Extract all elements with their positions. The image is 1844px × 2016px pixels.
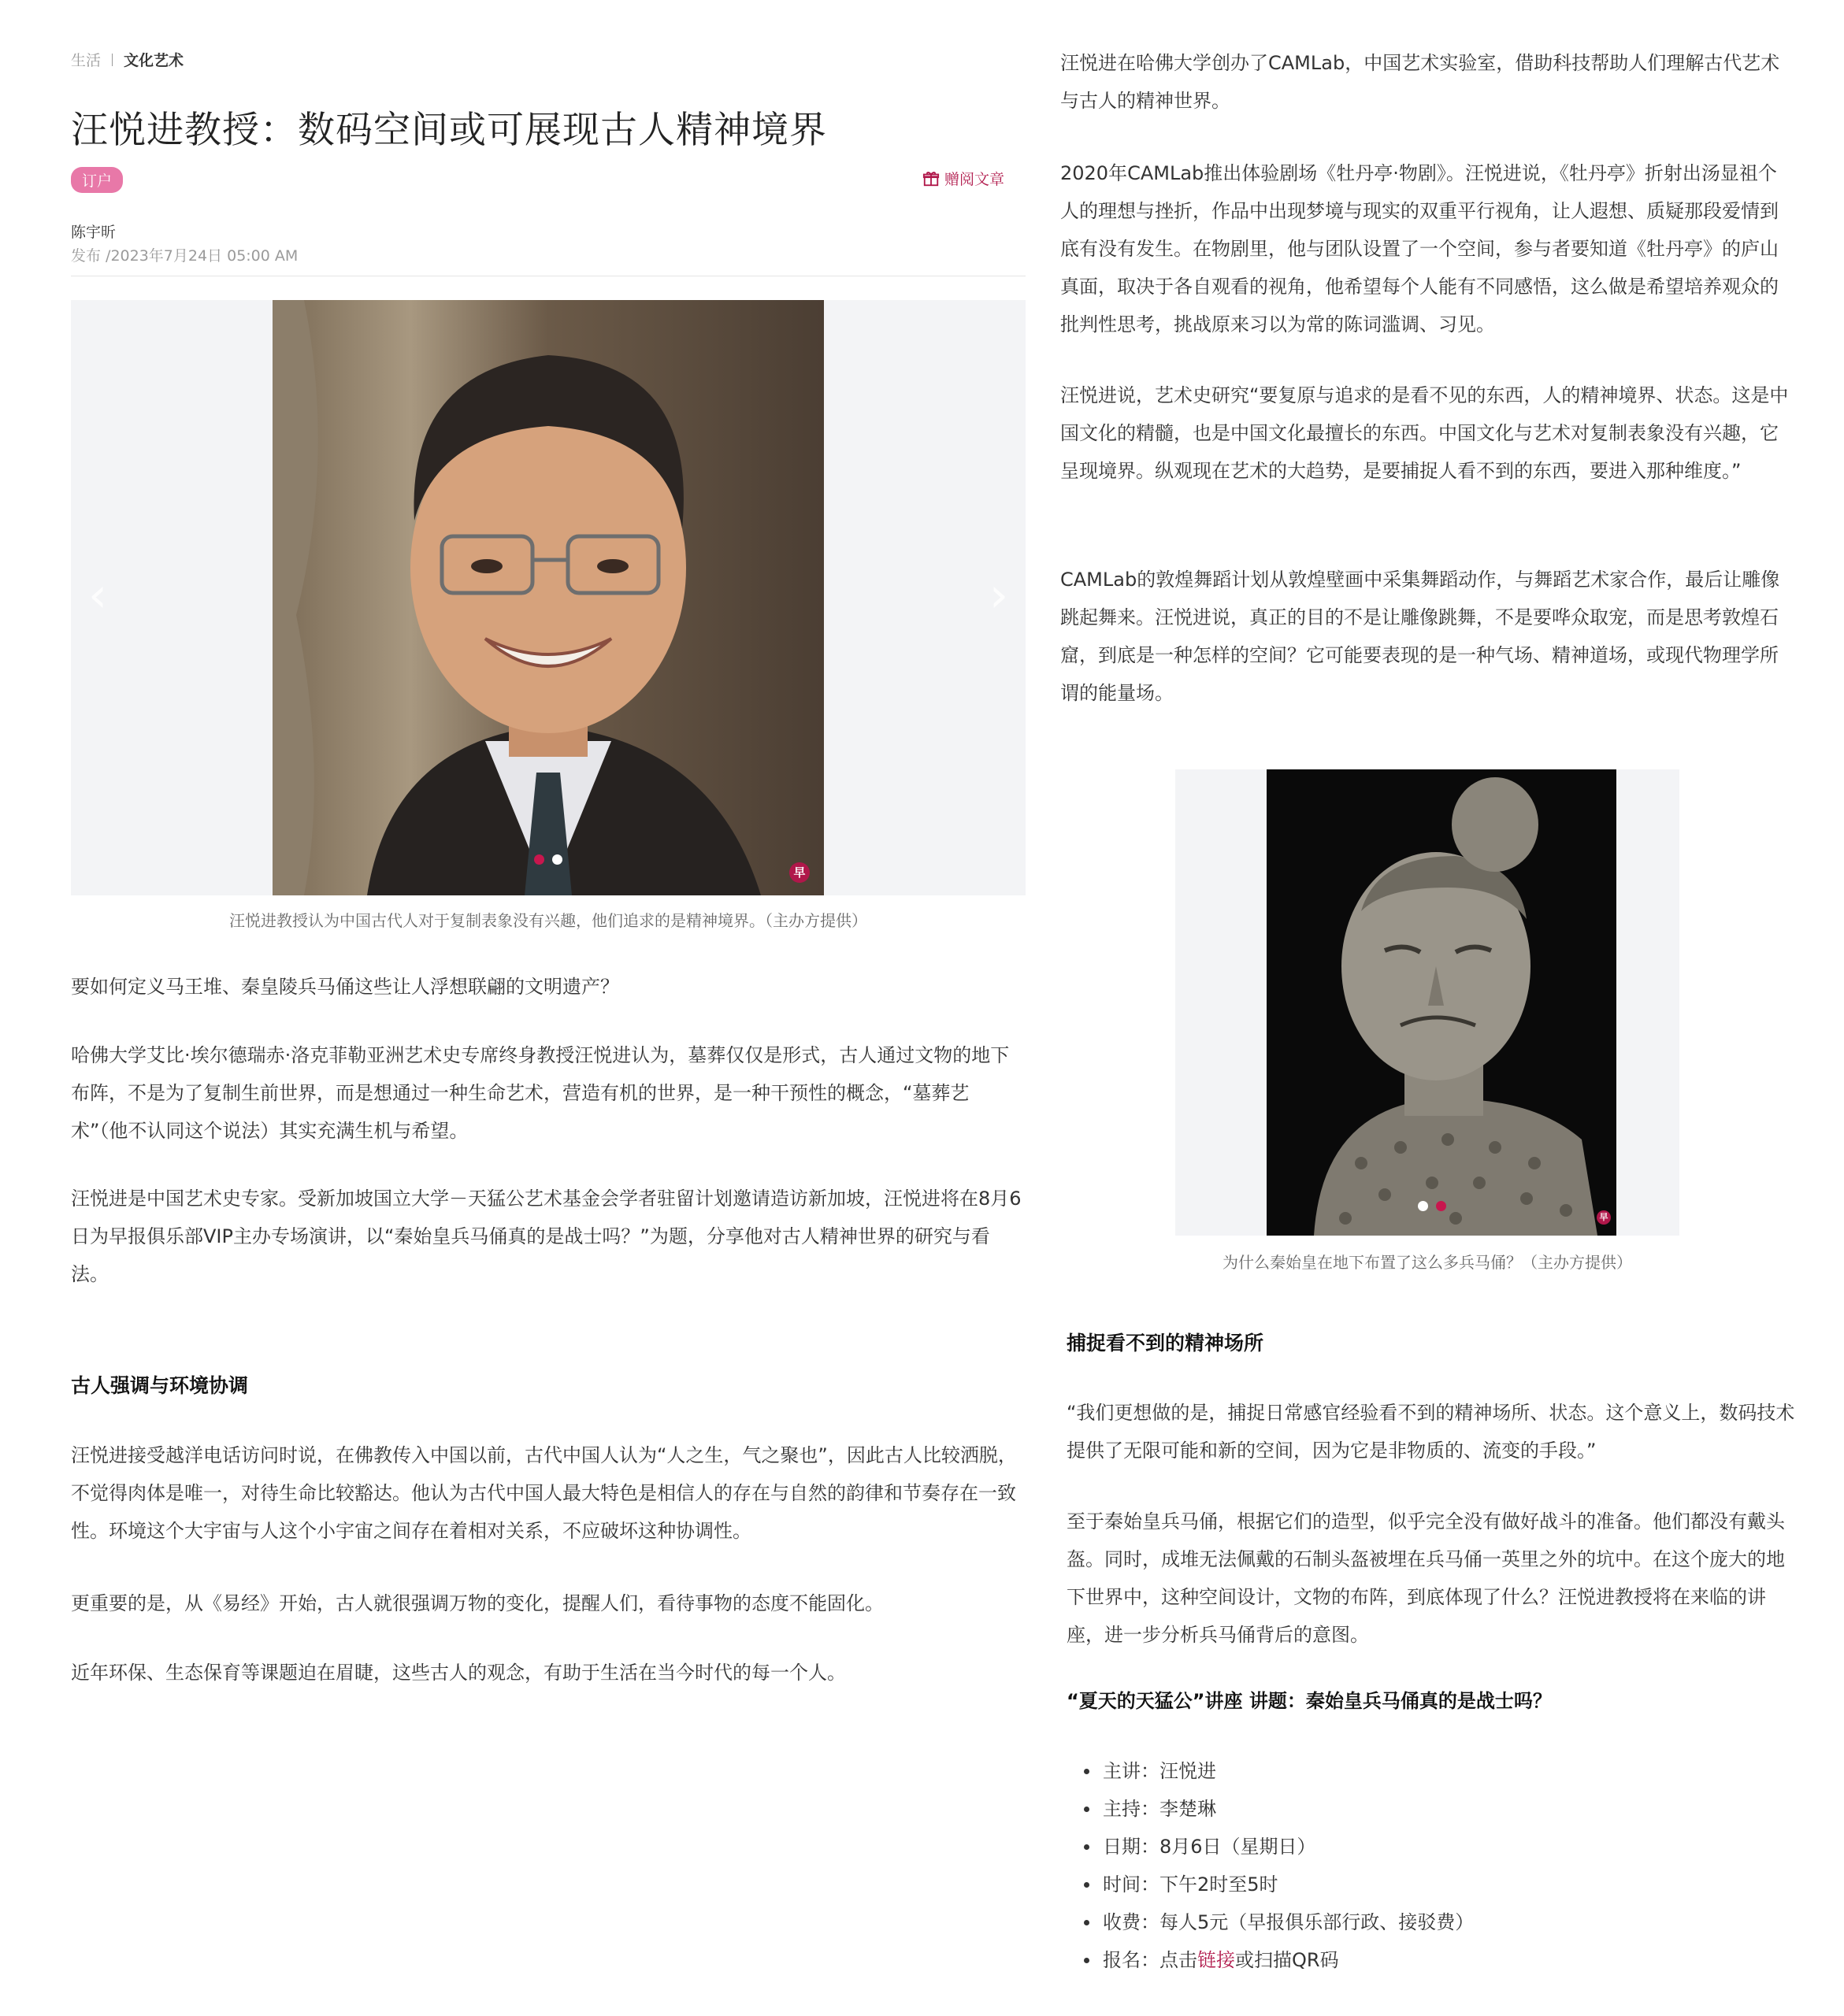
event-title: “夏天的天猛公”讲座 讲题：秦始皇兵马俑真的是战士吗？ xyxy=(1067,1690,1552,1712)
breadcrumb-separator xyxy=(112,54,113,66)
section-heading: 捕捉看不到的精神场所 xyxy=(1067,1332,1264,1354)
image-carousel-main[interactable] xyxy=(71,300,1026,895)
paragraph: 近年环保、生态保育等课题迫在眉睫，这些古人的观念，有助于生活在当今时代的每一个人。 xyxy=(71,1662,846,1684)
section-heading: 古人强调与环境协调 xyxy=(71,1374,249,1397)
breadcrumb-current[interactable]: 文化艺术 xyxy=(124,52,184,69)
paragraph: CAMLab的敦煌舞蹈计划从敦煌壁画中采集舞蹈动作，与舞蹈艺术家合作，最后让雕像跳起舞来。汪悦进说，真正的目的不是让雕像跳舞，不是要哗众取宠，而是思考敦煌石窟，到底是一种怎样的空间？它可能要表现的是一种气场、精神道场，或现代物理学所谓的能量场。 xyxy=(1060,569,1780,704)
subscriber-badge: 订户 xyxy=(71,167,123,193)
publish-date: 发布 /2023年7月24日 05:00 AM xyxy=(71,247,299,265)
author-name[interactable]: 陈宇昕 xyxy=(71,224,117,241)
breadcrumb-parent[interactable]: 生活 xyxy=(71,52,102,69)
carousel-dot[interactable] xyxy=(1436,1201,1446,1211)
carousel-dot[interactable] xyxy=(534,854,544,865)
article-title: 汪悦进教授：数码空间或可展现古人精神境界 xyxy=(71,109,827,152)
gift-article-label: 赠阅文章 xyxy=(944,171,1004,188)
paragraph: 要如何定义马王堆、秦皇陵兵马俑这些让人浮想联翩的文明遗产？ xyxy=(71,976,619,998)
portrait-photo xyxy=(273,300,824,895)
list-item: 时间：下午2时至5时 xyxy=(1084,1866,1474,1903)
list-item: 收费：每人5元（早报俱乐部行政、接驳费） xyxy=(1084,1903,1474,1941)
register-suffix: 或扫描QR码 xyxy=(1235,1949,1339,1971)
gift-icon xyxy=(922,170,940,187)
paragraph: 汪悦进接受越洋电话访问时说，在佛教传入中国以前，古代中国人认为“人之生，气之聚也”，因此古人比较洒脱，不觉得肉体是唯一，对待生命比较豁达。他认为古代中国人最大特色是相信人的存在与自然的韵律和节奏存在一致性。环境这个大宇宙与人这个小宇宙之间存在着相对关系，不应破坏这种协调性。 xyxy=(71,1444,1017,1542)
paragraph: 汪悦进说，艺术史研究“要复原与追求的是看不见的东西，人的精神境界、状态。这是中国文化的精髓，也是中国文化最擅长的东西。中国文化与艺术对复制表象没有兴趣，它呈现境界。纵观现在艺术的大趋势，是要捕捉人看不到的东西，要进入那种维度。” xyxy=(1060,384,1789,482)
paragraph: 汪悦进在哈佛大学创办了CAMLab，中国艺术实验室，借助科技帮助人们理解古代艺术与古人的精神世界。 xyxy=(1060,52,1780,112)
event-info-list xyxy=(1084,1752,1474,1979)
zaobao-logo-icon: 早 xyxy=(789,862,810,883)
carousel-dot[interactable] xyxy=(1418,1201,1428,1211)
carousel-dot[interactable] xyxy=(552,854,562,865)
list-item: 日期：8月6日（星期日） xyxy=(1084,1828,1474,1866)
register-prefix: 报名：点击 xyxy=(1103,1949,1197,1971)
register-link[interactable]: 链接 xyxy=(1197,1949,1235,1971)
carousel-dots xyxy=(534,854,562,865)
image-carousel-secondary[interactable] xyxy=(1175,769,1679,1236)
chevron-left-icon[interactable]: ‹ xyxy=(88,568,107,623)
paragraph: 汪悦进是中国艺术史专家。受新加坡国立大学－天猛公艺术基金会学者驻留计划邀请造访新加坡，汪悦进将在8月6日为早报俱乐部VIP主办专场演讲，以“秦始皇兵马俑真的是战士吗？”为题，分享他对古人精神世界的研究与看法。 xyxy=(71,1188,1022,1285)
image-caption-main: 汪悦进教授认为中国古代人对于复制表象没有兴趣，他们追求的是精神境界。（主办方提供） xyxy=(229,911,867,930)
list-item: 主讲：汪悦进 xyxy=(1084,1752,1474,1790)
paragraph: “我们更想做的是，捕捉日常感官经验看不到的精神场所、状态。这个意义上，数码技术提供了无限可能和新的空间，因为它是非物质的、流变的手段。” xyxy=(1067,1402,1795,1462)
zaobao-logo-icon: 早 xyxy=(1597,1210,1611,1225)
paragraph: 更重要的是，从《易经》开始，古人就很强调万物的变化，提醒人们，看待事物的态度不能固化。 xyxy=(71,1592,884,1614)
paragraph: 哈佛大学艾比·埃尔德瑞赤·洛克菲勒亚洲艺术史专席终身教授汪悦进认为，墓葬仅仅是形式，古人通过文物的地下布阵，不是为了复制生前世界，而是想通过一种生命艺术，营造有机的世界，是一种干预性的概念，“墓葬艺术”（他不认同这个说法）其实充满生机与希望。 xyxy=(71,1044,1010,1142)
chevron-right-icon[interactable]: › xyxy=(989,568,1008,623)
terracotta-warrior-photo xyxy=(1267,769,1616,1236)
image-caption-secondary: 为什么秦始皇在地下布置了这么多兵马俑？（主办方提供） xyxy=(1223,1253,1632,1272)
breadcrumb xyxy=(71,49,184,70)
paragraph: 2020年CAMLab推出体验剧场《牡丹亭·物剧》。汪悦进说，《牡丹亭》折射出汤显祖个人的理想与挫折，作品中出现梦境与现实的双重平行视角，让人遐想、质疑那段爱情到底有没有发生。在物剧里，他与团队设置了一个空间，参与者要知道《牡丹亭》的庐山真面，取决于各自观看的视角，他希望每个人能有不同感悟，这么做是希望培养观众的批判性思考，挑战原来习以为常的陈词滥调、习见。 xyxy=(1060,162,1779,335)
gift-article-button[interactable] xyxy=(922,168,1004,189)
list-item: 主持：李楚琳 xyxy=(1084,1790,1474,1828)
paragraph: 至于秦始皇兵马俑，根据它们的造型，似乎完全没有做好战斗的准备。他们都没有戴头盔。同时，成堆无法佩戴的石制头盔被埋在兵马俑一英里之外的坑中。在这个庞大的地下世界中，这种空间设计，文物的布阵，到底体现了什么？汪悦进教授将在来临的讲座，进一步分析兵马俑背后的意图。 xyxy=(1067,1510,1785,1646)
carousel-dots xyxy=(1418,1201,1446,1211)
list-item xyxy=(1084,1941,1474,1979)
